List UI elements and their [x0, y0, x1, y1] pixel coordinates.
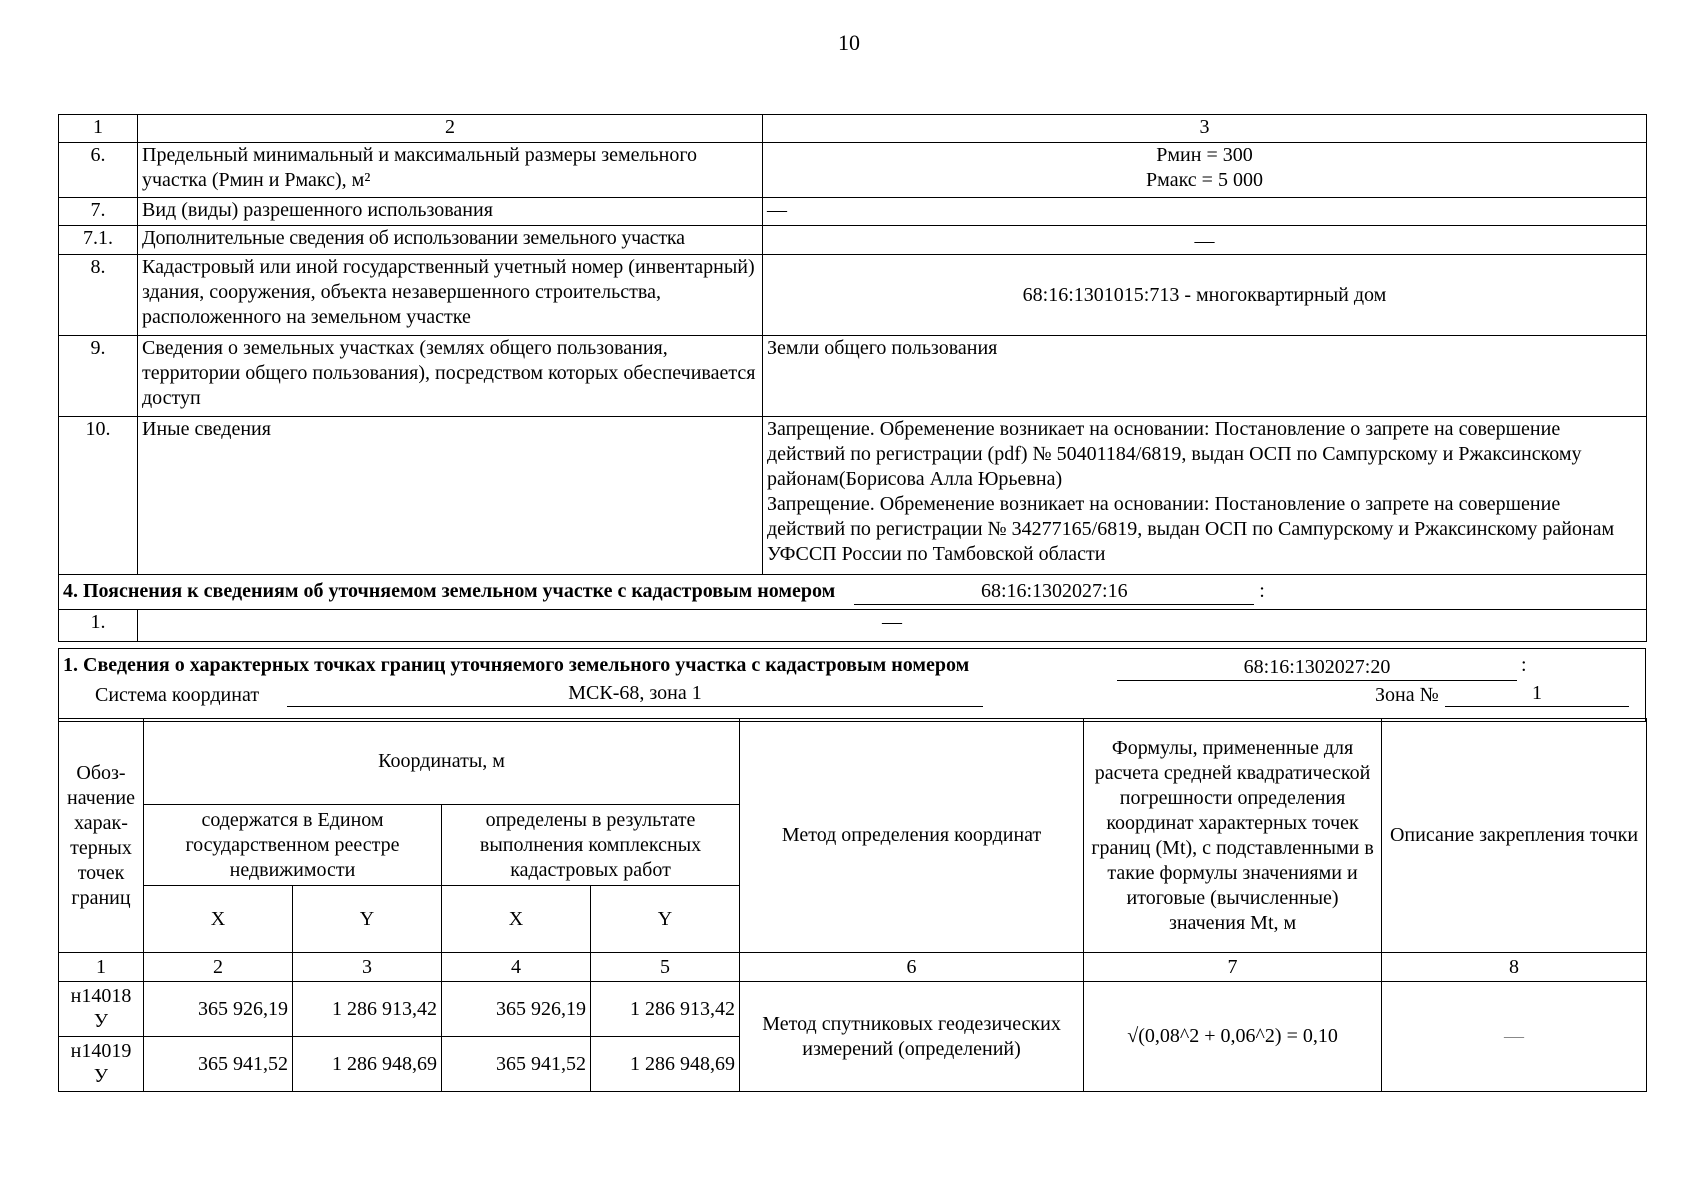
col-number: 2: [144, 953, 293, 982]
section4-title-row: [59, 575, 1647, 610]
section4-row: [59, 610, 1647, 642]
row-number: 9.: [59, 336, 138, 417]
table-row: [59, 143, 1647, 198]
row-number: 1.: [59, 610, 138, 642]
section4-title: 4. Пояснения к сведениям об уточняемом земельном участке с кадастровым номером: [63, 580, 836, 602]
egrn-y: 1 286 948,69: [293, 1037, 442, 1092]
col-number: 3: [293, 953, 442, 982]
table-row: [59, 198, 1647, 226]
col-header-2: 2: [138, 115, 763, 143]
point-name: н14019 У: [59, 1037, 144, 1092]
kkr-header: определены в результате выполнения комплексных кадастровых работ: [442, 805, 740, 886]
method-cell: Метод спутниковых геодезических измерений (определений): [740, 982, 1084, 1092]
row-value: —: [138, 610, 1647, 642]
table-row: [59, 226, 1647, 255]
row-number: 8.: [59, 255, 138, 336]
x-header: X: [144, 886, 293, 953]
fixing-header: Описание закрепления точки: [1382, 719, 1647, 953]
section1-header-cell: [59, 649, 1646, 722]
kkr-x: 365 941,52: [442, 1037, 591, 1092]
row-value: —: [763, 226, 1647, 255]
col-number: 7: [1084, 953, 1382, 982]
row-number: 6.: [59, 143, 138, 198]
row-value: Земли общего пользования: [763, 336, 1647, 417]
section4-title-cell: [59, 575, 1647, 610]
section1-header: [58, 648, 1646, 722]
table-row: [59, 417, 1647, 575]
row-label: Дополнительные сведения об использовании земельного участка: [138, 226, 763, 255]
x-header: X: [442, 886, 591, 953]
section1-cadastral-number: 68:16:1302027:20: [1117, 655, 1517, 681]
section4-cadastral-number: 68:16:1302027:16: [854, 579, 1254, 605]
section4-colon: :: [1259, 580, 1265, 602]
coord-system-row: [59, 681, 1645, 721]
header-row-1: [59, 719, 1647, 805]
col-number: 1: [59, 953, 144, 982]
egrn-x: 365 926,19: [144, 982, 293, 1037]
fixing-cell: —: [1382, 982, 1647, 1092]
egrn-y: 1 286 913,42: [293, 982, 442, 1037]
row-label: Иные сведения: [138, 417, 763, 575]
zone-value: 1: [1445, 681, 1629, 707]
coord-system-value: МСК-68, зона 1: [287, 681, 983, 707]
designation-header: Обоз-начение харак-терных точек границ: [59, 719, 144, 953]
row-number: 7.1.: [59, 226, 138, 255]
y-header: Y: [591, 886, 740, 953]
coordinates-header: Координаты, м: [144, 719, 740, 805]
col-number: 8: [1382, 953, 1647, 982]
row-label: Предельный минимальный и максимальный размеры земельного участка (Рмин и Рмакс), м²: [138, 143, 763, 198]
kkr-y: 1 286 913,42: [591, 982, 740, 1037]
row-value: 68:16:1301015:713 - многоквартирный дом: [763, 255, 1647, 336]
col-number: 6: [740, 953, 1084, 982]
col-number: 4: [442, 953, 591, 982]
row-value: [763, 143, 1647, 198]
section1-title-row: [59, 649, 1645, 681]
table-row: [59, 336, 1647, 417]
page-number: 10: [838, 30, 860, 55]
egrn-header: содержатся в Едином государственном реестре недвижимости: [144, 805, 442, 886]
column-numbers-row: [59, 953, 1647, 982]
row-label: Вид (виды) разрешенного использования: [138, 198, 763, 226]
formula-cell: √(0,08^2 + 0,06^2) = 0,10: [1084, 982, 1382, 1092]
point-name: н14018 У: [59, 982, 144, 1037]
row-value: [763, 417, 1647, 575]
kkr-y: 1 286 948,69: [591, 1037, 740, 1092]
boundary-points-table: [58, 718, 1647, 1092]
row-number: 7.: [59, 198, 138, 226]
encumbrance-1: Запрещение. Обременение возникает на основании: Постановление о запрете на совершение действий по регистрации (pdf) № 50401184/6819, выдан ОСП по Сампурскому и Ржаксинскому районам(Борисова Алла Юрьевна): [767, 418, 1582, 490]
table-row: [59, 255, 1647, 336]
section1-title: 1. Сведения о характерных точках границ уточняемого земельного участка с кадастровым номером: [63, 654, 970, 676]
zone-label: Зона №: [1375, 684, 1439, 706]
rmin-value: Рмин = 300: [1156, 144, 1253, 166]
y-header: Y: [293, 886, 442, 953]
row-value: —: [763, 198, 1647, 226]
egrn-x: 365 941,52: [144, 1037, 293, 1092]
rmax-value: Рмакс = 5 000: [1146, 169, 1263, 191]
coord-system-label: Система координат: [95, 684, 260, 706]
method-header: Метод определения координат: [740, 719, 1084, 953]
table-header-row: [59, 115, 1647, 143]
col-number: 5: [591, 953, 740, 982]
formulas-header: Формулы, примененные для расчета средней квадратической погрешности определения координат характерных точек границ (Mt), с подставленными в такие формулы значениями и итоговые (вычисленные) значения Mt, м: [1084, 719, 1382, 953]
land-plot-info-table: [58, 114, 1647, 642]
row-number: 10.: [59, 417, 138, 575]
row-label: Кадастровый или иной государственный учетный номер (инвентарный) здания, сооружения, объекта незавершенного строительства, расположенного на земельном участке: [138, 255, 763, 336]
col-header-1: 1: [59, 115, 138, 143]
row-label: Сведения о земельных участках (землях общего пользования, территории общего пользования), посредством которых обеспечивается доступ: [138, 336, 763, 417]
col-header-3: 3: [763, 115, 1647, 143]
kkr-x: 365 926,19: [442, 982, 591, 1037]
encumbrance-2: Запрещение. Обременение возникает на основании: Постановление о запрете на совершение действий по регистрации № 34277165/6819, выдан ОСП по Сампурскому и Ржаксинскому районам УФССП России по Тамбовской области: [767, 493, 1615, 565]
section1-colon: :: [1521, 654, 1527, 676]
table-row: [59, 982, 1647, 1037]
